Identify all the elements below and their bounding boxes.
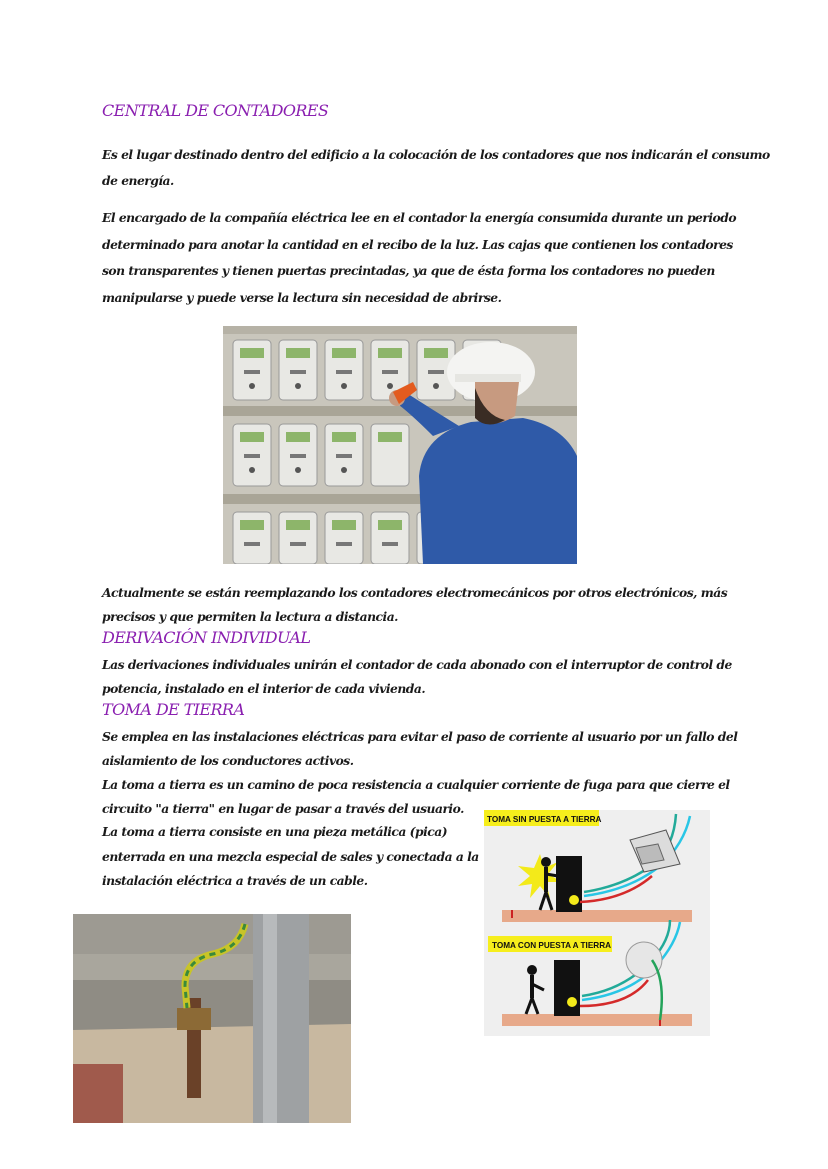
meters-photo (223, 326, 577, 564)
section-title-derivacion: DERIVACIÓN INDIVIDUAL (102, 628, 311, 647)
section-title-tierra: TOMA DE TIERRA (102, 700, 245, 719)
paragraph-tierra-purpose: Se emplea en las instalaciones eléctricas para evitar el paso de corriente al usuario por un fallo del aislamiento de los conductores activos. (102, 729, 738, 768)
paragraph-central-electronic: Actualmente se están reemplazando los contadores electromecánicos por otros electrónicos, más precisos y que permiten la lectura a distancia. (102, 585, 728, 624)
ground-rod-photo (73, 914, 351, 1123)
paragraph-central-definition: Es el lugar destinado dentro del edificio a la colocación de los contadores que nos indicarán el consumo de energía. (102, 147, 770, 188)
label-without: TOMA SIN PUESTA A TIERRA (487, 815, 602, 824)
paragraph-derivacion: Las derivaciones individuales unirán el contador de cada abonado con el interruptor de control de potencia, instalado en el interior de cada vivienda. (102, 657, 732, 696)
label-with: TOMA CON PUESTA A TIERRA (492, 941, 612, 950)
paragraph-central-reading: El encargado de la compañía eléctrica lee en el contador la energía consumida durante un periodo determinado para anotar la cantidad en el recibo de la luz. Las cajas que contienen los contadores son transparentes y tienen puertas precintadas, ya que de ésta forma los contadores no pueden manipularse y puede verse la lectura sin necesidad de abrirse. (102, 210, 737, 305)
section-title-central: CENTRAL DE CONTADORES (102, 101, 329, 120)
grounding-diagram (484, 810, 710, 1036)
paragraph-tierra-path: La toma a tierra es un camino de poca resistencia a cualquier corriente de fuga para que cierre el circuito "a tierra" en lugar de pasar a través del usuario. (102, 777, 730, 816)
paragraph-tierra-pica: La toma a tierra consiste en una pieza metálica (pica) enterrada en una mezcla especial de sales y conectada a la instalación eléctrica a través de un cable. (102, 824, 479, 888)
